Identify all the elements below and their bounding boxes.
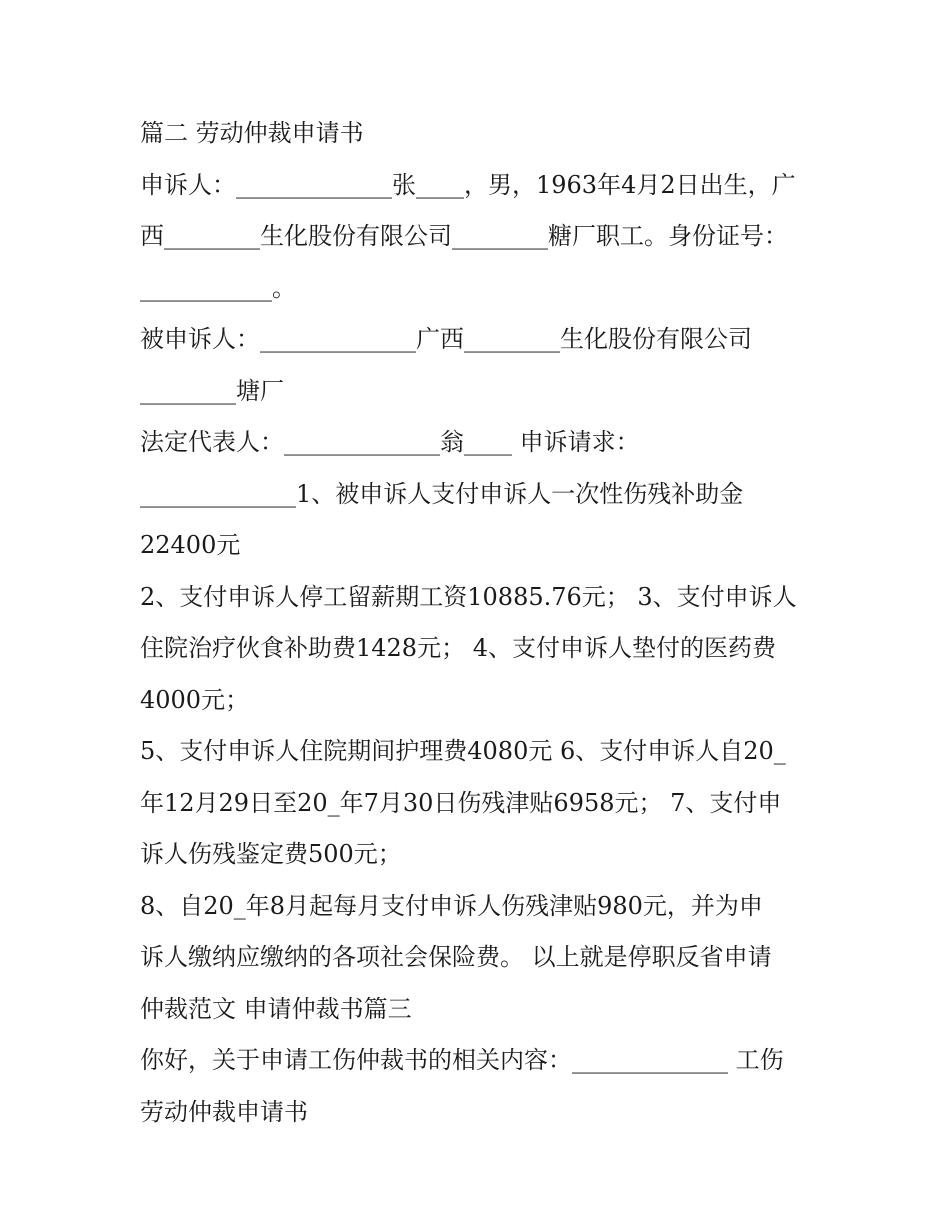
text-line: 被申诉人：_____________广西________生化股份有限公司 (140, 325, 752, 353)
text-line: 西________生化股份有限公司________糖厂职工。身份证号： (140, 222, 788, 250)
text-line: ________塘厂 (140, 376, 284, 405)
text-line: 年12月29日至20_年7月30日伤残津贴6958元； 7、支付申 (140, 788, 782, 817)
text-line: 劳动仲裁申请书 (140, 1097, 308, 1126)
text-line: 5、支付申诉人住院期间护理费4080元 6、支付申诉人自20_ (140, 737, 786, 765)
text-line: _____________1、被申诉人支付申诉人一次性伤残补助金 (140, 479, 744, 508)
text-line: 诉人缴纳应缴纳的各项社会保险费。 以上就是停职反省申请 (140, 943, 772, 971)
text-line: 8、自20_年8月起每月支付申诉人伤残津贴980元，并为申 (140, 891, 763, 920)
text-line: 申诉人：_____________张____，男，1963年4月2日出生，广 (140, 170, 796, 199)
text-line: 住院治疗伙食补助费1428元； 4、支付申诉人垫付的医药费 (140, 634, 776, 662)
section-heading: 篇二 劳动仲裁申请书 (140, 119, 364, 147)
text-line: 2、支付申诉人停工留薪期工资10885.76元； 3、支付申诉人 (140, 582, 797, 611)
document-body (140, 108, 820, 1138)
text-line: 仲裁范文 申请仲裁书篇三 (140, 994, 412, 1023)
text-line: 22400元 (140, 531, 241, 559)
text-line: 法定代表人：_____________翁____ 申诉请求： (140, 428, 640, 456)
text-line: ___________。 (140, 273, 296, 302)
text-line: 诉人伤残鉴定费500元； (140, 840, 402, 868)
text-line: 你好，关于申请工伤仲裁书的相关内容：_____________ 工伤 (140, 1046, 784, 1074)
text-line: 4000元； (140, 685, 250, 714)
